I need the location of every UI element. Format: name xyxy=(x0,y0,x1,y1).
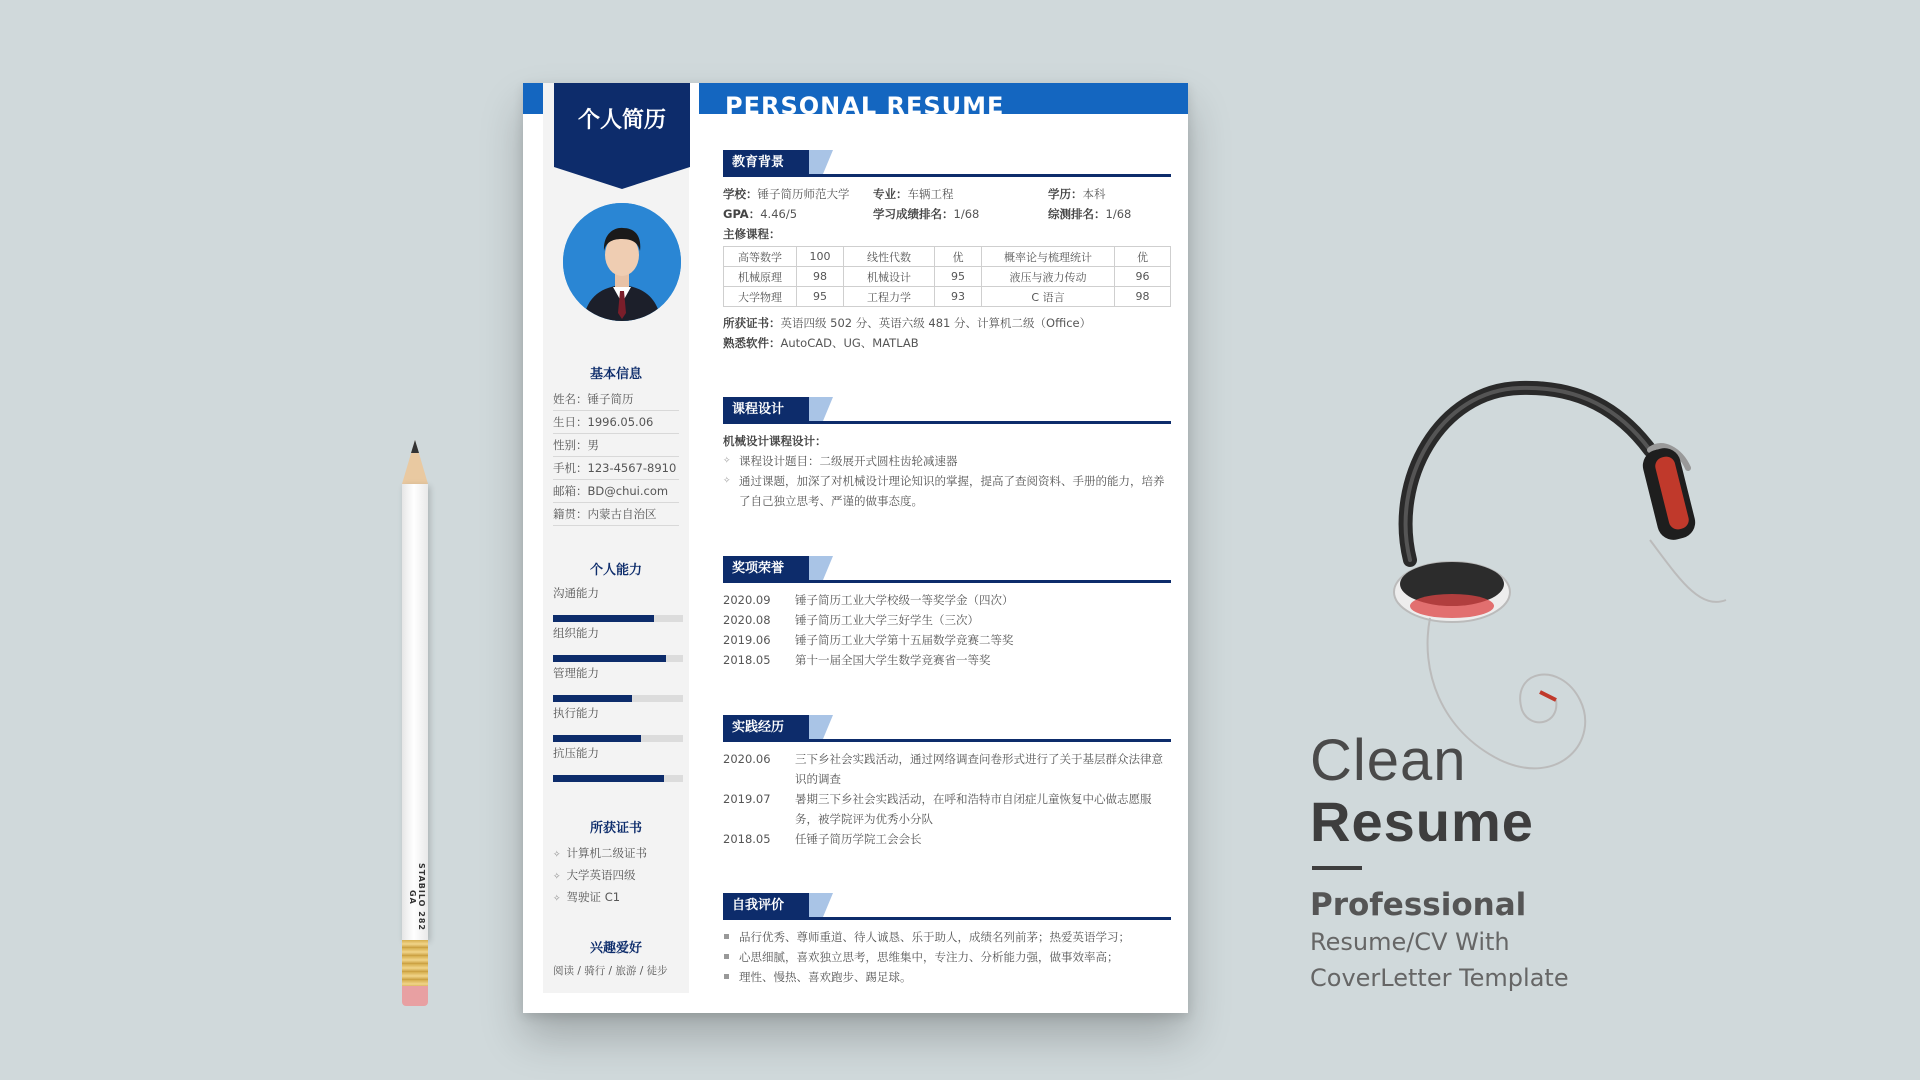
list-item: 品行优秀、尊师重道、待人诚恳、乐于助人，成绩名列前茅；热爱英语学习； xyxy=(723,927,1171,947)
courses-table xyxy=(723,246,1171,307)
pencil-decoration xyxy=(402,440,428,1006)
avatar xyxy=(563,203,681,321)
section-self-evaluation xyxy=(723,893,1171,987)
section-title: 自我评价 xyxy=(732,898,785,913)
pencil-eraser xyxy=(402,986,428,1006)
skill-fill xyxy=(553,695,632,702)
promo-block xyxy=(1310,730,1650,996)
promo-subtitle-2: CoverLetter Template xyxy=(1310,964,1569,992)
section-header xyxy=(723,397,1171,425)
promo-resume: Resume xyxy=(1310,790,1534,853)
pencil-brand: STABILO 282 GA xyxy=(408,863,426,931)
info-email: 邮箱：BD@chui.com xyxy=(553,480,679,503)
list-item: ✧ 通过课题，加深了对机械设计理论知识的掌握，提高了查阅资料、手册的能力，培养了自己独立思考、严谨的做事态度。 xyxy=(723,474,1165,508)
certs-list xyxy=(553,843,683,909)
banner-title: 个人简历 xyxy=(577,108,666,133)
section-title: 课程设计 xyxy=(732,402,785,417)
skill-track xyxy=(553,615,683,622)
section-header xyxy=(723,893,1171,921)
section-header xyxy=(723,556,1171,584)
info-gender: 性别：男 xyxy=(553,434,679,457)
study-rank-value: 1/68 xyxy=(953,207,980,221)
header-bar xyxy=(699,83,1188,114)
major-value: 车辆工程 xyxy=(907,187,954,201)
list-item: 2018.05 任锤子简历学院工会会长 xyxy=(723,832,922,846)
list-item: 2019.06 锤子简历工业大学第十五届数学竞赛二等奖 xyxy=(723,633,1014,647)
skill-label: 管理能力 xyxy=(553,666,599,680)
software-line: 熟悉软件：AutoCAD、UG、MATLAB xyxy=(723,336,919,350)
skill-label: 组织能力 xyxy=(553,626,599,640)
header-title: PERSONAL RESUME xyxy=(725,92,1005,114)
table-row: 机械原理 98 机械设计 95 液压与液力传动 96 xyxy=(724,267,1171,287)
table-row: 大学物理 95 工程力学 93 C 语言 98 xyxy=(724,287,1171,307)
degree-value: 本科 xyxy=(1082,187,1106,201)
promo-divider xyxy=(1312,866,1362,870)
title-banner-tip xyxy=(554,167,690,189)
school-value: 锤子简历师范大学 xyxy=(757,187,850,201)
courses-label: 主修课程： xyxy=(723,227,781,241)
list-item: 2019.07 暑期三下乡社会实践活动，在呼和浩特市自闭症儿童恢复中心做志愿服务，被学院评为优秀小分队 xyxy=(723,792,1152,826)
section-awards xyxy=(723,556,1171,670)
skill-communication xyxy=(553,585,683,622)
person-portrait-icon xyxy=(563,203,681,321)
course-design-subtitle: 机械设计课程设计： xyxy=(723,434,827,448)
header-bar-left xyxy=(523,83,543,114)
resume-sheet xyxy=(523,83,1188,1013)
skill-track xyxy=(553,695,683,702)
section-course-design xyxy=(723,397,1171,511)
pencil-body xyxy=(402,484,428,940)
info-phone: 手机：123-4567-8910 xyxy=(553,457,679,480)
resume-sidebar xyxy=(543,83,689,993)
info-birthday: 生日：1996.05.06 xyxy=(553,411,679,434)
section-title: 教育背景 xyxy=(732,155,785,170)
gpa-value: 4.46/5 xyxy=(760,207,798,221)
list-item: 2018.05 第十一届全国大学生数学竞赛省一等奖 xyxy=(723,653,991,667)
skill-fill xyxy=(553,615,654,622)
skill-fill xyxy=(553,775,664,782)
info-name: 姓名：锤子简历 xyxy=(553,388,679,411)
section-header xyxy=(723,150,1171,178)
skill-label: 执行能力 xyxy=(553,706,599,720)
list-item: 2020.09 锤子简历工业大学校级一等奖学金（四次） xyxy=(723,593,1014,607)
table-row: 高等数学 100 线性代数 优 概率论与梳理统计 优 xyxy=(724,247,1171,267)
promo-subtitle-1: Resume/CV With xyxy=(1310,928,1510,956)
certificates-line: 所获证书：英语四级 502 分、英语六级 481 分、计算机二级（Office） xyxy=(723,316,1092,330)
basic-info-list xyxy=(553,388,679,526)
list-item: 心思细腻，喜欢独立思考，思维集中，专注力、分析能力强，做事效率高； xyxy=(723,947,1171,967)
skill-organization xyxy=(553,625,683,662)
list-item: 理性、慢热、喜欢跑步、踢足球。 xyxy=(723,967,1171,987)
hobby-heading: 兴趣爱好 xyxy=(589,941,642,956)
overall-rank-value: 1/68 xyxy=(1105,207,1132,221)
skill-label: 抗压能力 xyxy=(553,746,599,760)
list-item: 2020.08 锤子简历工业大学三好学生（三次） xyxy=(723,613,979,627)
section-header xyxy=(723,715,1171,743)
list-item: 2020.06 三下乡社会实践活动，通过网络调查问卷形式进行了关于基层群众法律意识的调查 xyxy=(723,752,1163,786)
skill-track xyxy=(553,735,683,742)
skills-heading: 个人能力 xyxy=(589,563,642,578)
promo-clean: Clean xyxy=(1310,728,1467,793)
skill-execution xyxy=(553,705,683,742)
basic-info-heading: 基本信息 xyxy=(589,367,642,382)
skill-stress xyxy=(553,745,683,782)
certs-heading: 所获证书 xyxy=(589,821,642,836)
skill-track xyxy=(553,775,683,782)
section-title: 实践经历 xyxy=(732,720,785,735)
section-title: 奖项荣誉 xyxy=(732,561,785,576)
skill-fill xyxy=(553,655,666,662)
pencil-ferrule xyxy=(402,940,428,986)
section-education: 教育背景 学校：锤子简历师范大学 专业：车辆工程 学历：本科 GPA：4.46/5 学习成绩排名：1/68 综测排名：1/68 主修课程： 高等数学 100 线性代数 优 概率论与梳理统计 优 机械原理 98 机械设计 95 液压与液力传动 96 大学物理 95 工程力学 93 C 语言 98 所获证书：英语四级 502 分、英语六级 481 分、计算机二级（Office） 熟悉软件：AutoCAD、UG、MATLAB xyxy=(723,150,1171,353)
list-item: ✧ 课程设计题目：二级展开式圆柱齿轮减速器 xyxy=(723,454,958,468)
promo-professional: Professional xyxy=(1310,887,1527,923)
skill-management xyxy=(553,665,683,702)
section-practice xyxy=(723,715,1171,849)
skill-fill xyxy=(553,735,641,742)
skill-label: 沟通能力 xyxy=(553,586,599,600)
hobby-text: 阅读 / 骑行 / 旅游 / 徒步 xyxy=(553,965,668,977)
pencil-lead xyxy=(411,440,419,453)
cert-item: ✧ 驾驶证 C1 xyxy=(553,890,621,904)
headphones-image xyxy=(1350,370,1730,790)
cert-item: ✧ 计算机二级证书 xyxy=(553,846,648,860)
skill-track xyxy=(553,655,683,662)
info-hometown: 籍贯：内蒙古自治区 xyxy=(553,503,679,526)
cert-item: ✧ 大学英语四级 xyxy=(553,868,636,882)
